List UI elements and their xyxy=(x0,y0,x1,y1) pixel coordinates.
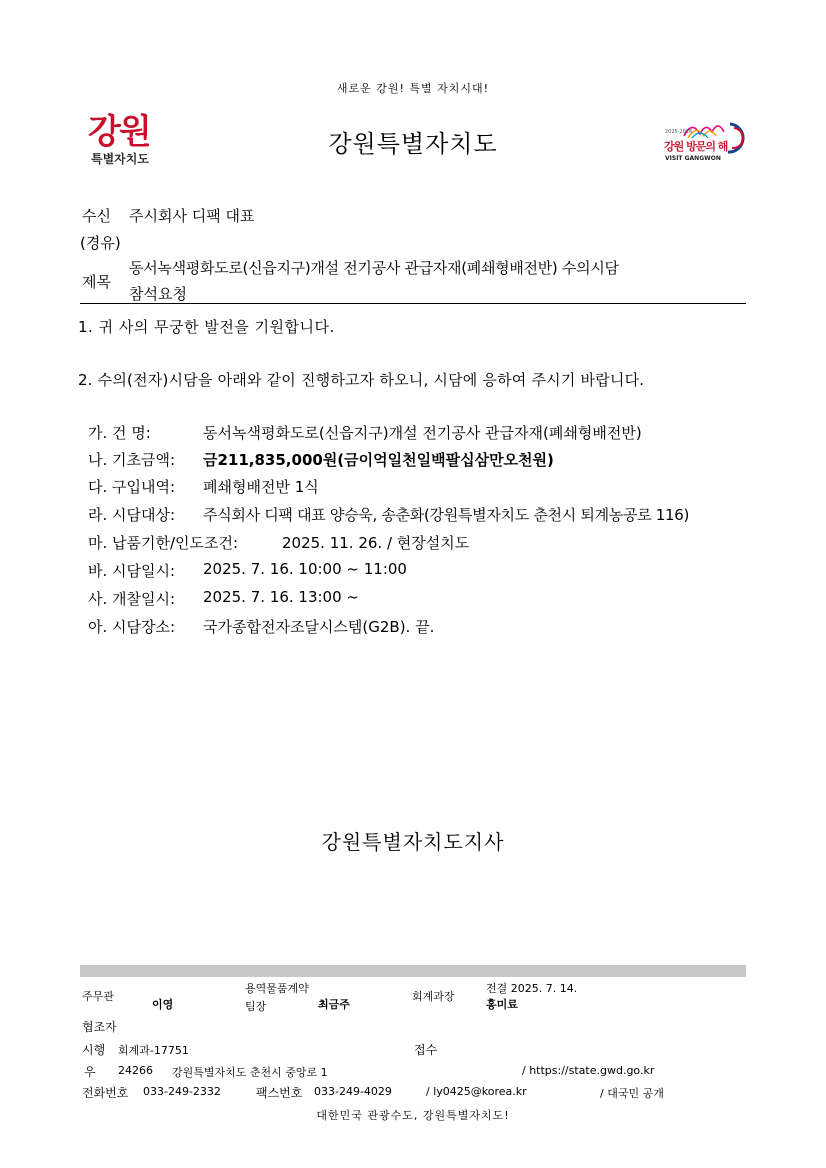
recipient-label: 수신 xyxy=(82,207,111,225)
item-value: 2025. 7. 16. 13:00 ~ xyxy=(203,588,359,606)
item-label: 다. 구입내역: xyxy=(88,478,176,496)
logo-sub: VISIT GANGWON xyxy=(665,155,721,162)
team-name: 최금주 xyxy=(318,998,350,1011)
email-link[interactable]: / ly0425@korea.kr xyxy=(426,1085,527,1098)
logo-sub-text: 특별자치도 xyxy=(91,152,149,166)
drafter-label: 주무관 xyxy=(82,990,114,1003)
exec-label: 시행 xyxy=(82,1043,106,1057)
header-slogan: 새로운 강원! 특별 자치시대! xyxy=(336,82,490,95)
subject-line-1: 동서녹색평화도로(신읍지구)개설 전기공사 관급자재(폐쇄형배전반) 수의시담 xyxy=(129,259,619,277)
item-label: 마. 납품기한/인도조건: xyxy=(88,534,239,552)
base-amount: 금211,835,000원(금이억일천일백팔십삼만오천원) xyxy=(203,451,554,469)
fax-label: 팩스번호 xyxy=(256,1086,303,1100)
item-value: 주식회사 디팩 대표 양승욱, 송춘화(강원특별자치도 춘천시 퇴계농공로 116) xyxy=(203,506,690,524)
drafter-name: 이영 xyxy=(152,998,174,1011)
header-divider xyxy=(80,303,746,304)
sender-title: 강원특별자치도지사 xyxy=(321,830,505,854)
item-label: 아. 시담장소: xyxy=(88,618,176,636)
item-value: 2025. 7. 16. 10:00 ~ 11:00 xyxy=(203,560,407,578)
phone-label: 전화번호 xyxy=(82,1086,129,1100)
post-label: 우 xyxy=(84,1065,96,1079)
visit-gangwon-logo xyxy=(662,116,748,170)
coop-label: 협조자 xyxy=(82,1020,117,1034)
recipient-value: 주시회사 디팩 대표 xyxy=(129,207,255,225)
paragraph-2: 2. 수의(전자)시담을 아래와 같이 진행하고자 하오니, 시담에 응하여 주시기 바랍니다. xyxy=(78,371,645,389)
disclosure: / 대국민 공개 xyxy=(600,1087,664,1100)
item-value: 동서녹색평화도로(신읍지구)개설 전기공사 관급자재(폐쇄형배전반) xyxy=(203,424,642,442)
receipt-label: 접수 xyxy=(414,1043,438,1057)
homepage-link[interactable]: / https://state.gwd.go.kr xyxy=(522,1064,655,1077)
team-label: 팀장 xyxy=(245,1000,267,1013)
item-label: 바. 시담일시: xyxy=(88,562,176,580)
item-label: 라. 시담대상: xyxy=(88,506,176,524)
chief-label: 회계과장 xyxy=(412,990,455,1003)
subject-label: 제목 xyxy=(82,273,111,291)
approve-date: 전결 2025. 7. 14. xyxy=(486,982,578,995)
item-value: 폐쇄형배전반 1식 xyxy=(203,478,319,496)
via-label: (경유) xyxy=(80,234,121,252)
logo-main: 강원 방문의 해 xyxy=(664,140,728,153)
post-code: 24266 xyxy=(118,1064,153,1077)
phone-value: 033-249-2332 xyxy=(143,1085,221,1098)
item-label: 나. 기초금액: xyxy=(88,451,176,469)
fax-value: 033-249-4029 xyxy=(314,1085,392,1098)
team-title: 용역물품계약 xyxy=(245,982,309,995)
org-title: 강원특별자치도 xyxy=(328,130,498,158)
item-label: 가. 건 명: xyxy=(88,424,151,442)
exec-value: 회계과-17751 xyxy=(118,1044,189,1057)
item-value: 2025. 11. 26. / 현장설치도 xyxy=(282,534,470,552)
logo-main-text: 강원 xyxy=(88,112,150,152)
subject-line-2: 참석요청 xyxy=(129,285,187,303)
address: 강원특별자치도 춘천시 중앙로 1 xyxy=(172,1066,328,1079)
logo-years: 2025-2026 xyxy=(665,129,693,135)
footer-bar xyxy=(80,965,746,977)
item-label: 사. 개찰일시: xyxy=(88,590,176,608)
bottom-slogan: 대한민국 관광수도, 강원특별자치도! xyxy=(316,1109,510,1122)
item-value: 국가종합전자조달시스템(G2B). 끝. xyxy=(203,618,435,636)
paragraph-1: 1. 귀 사의 무궁한 발전을 기원합니다. xyxy=(78,318,335,336)
chief-name: 홍미료 xyxy=(486,998,518,1011)
